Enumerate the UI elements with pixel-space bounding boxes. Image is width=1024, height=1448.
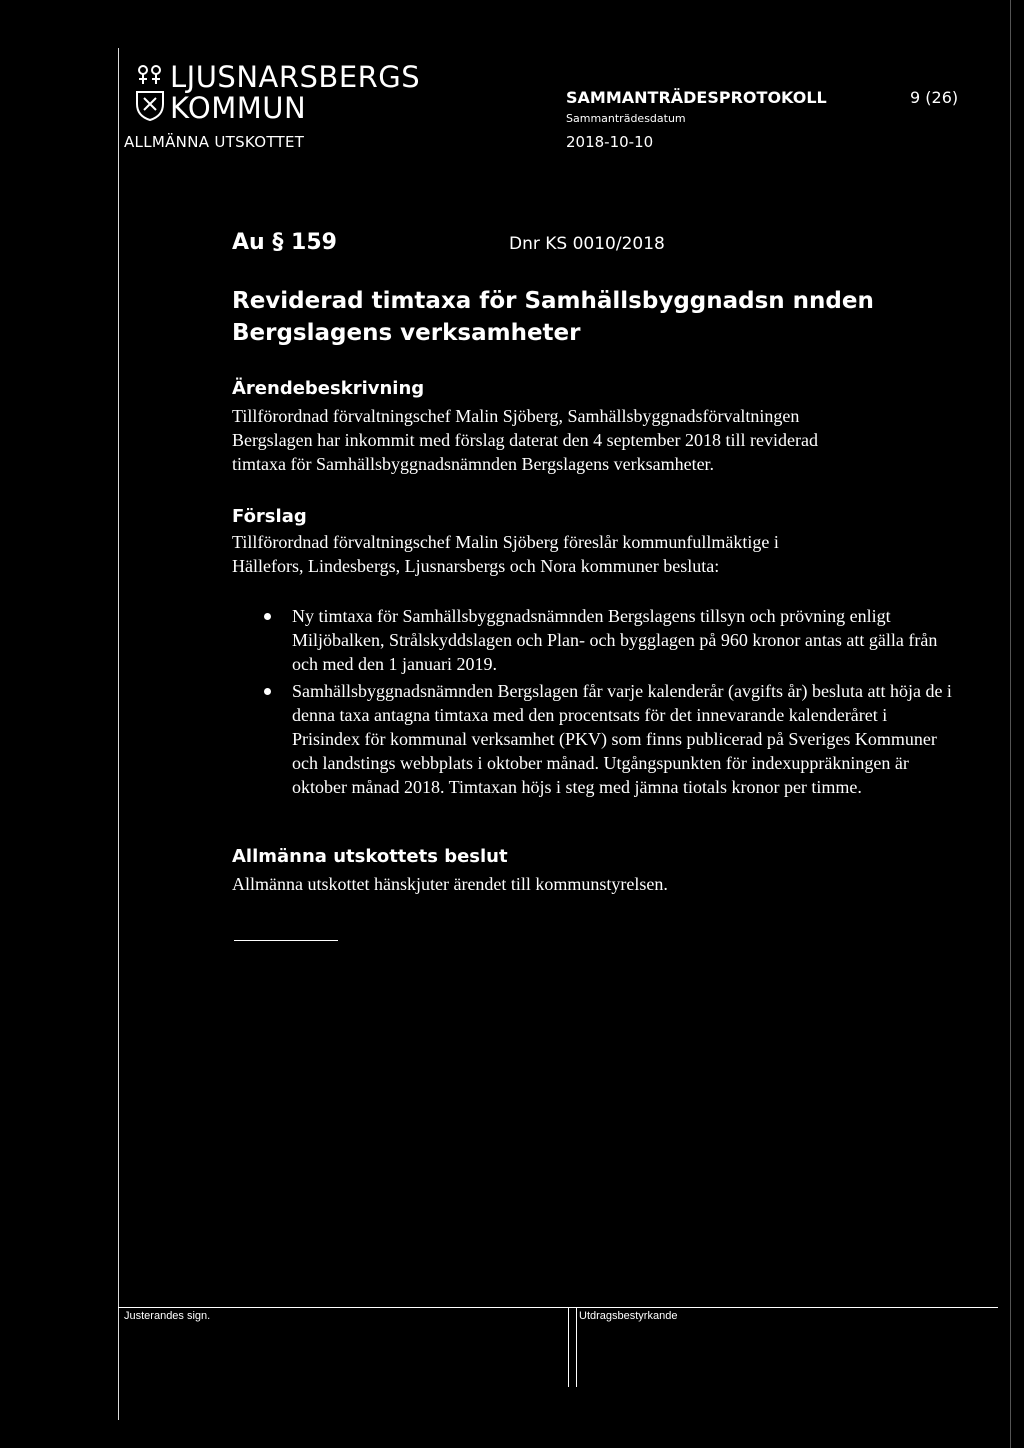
proposal-bullet-list xyxy=(264,604,954,802)
proposal-bullet xyxy=(264,604,954,676)
description-heading: Ärendebeskrivning xyxy=(232,378,425,399)
footer-rule xyxy=(118,1307,998,1308)
excerpt-certification-label: Utdragsbestyrkande xyxy=(579,1310,678,1322)
date-label: Sammanträdesdatum xyxy=(566,112,686,125)
footer-divider xyxy=(568,1307,569,1387)
decision-text: Allmänna utskottet hänskjuter ärendet till kommunstyrelsen. xyxy=(232,874,668,894)
org-name-line1: LJUSNARSBERGS xyxy=(170,60,421,94)
proposal-heading: Förslag xyxy=(232,506,307,527)
proposal-bullet-text: Ny timtaxa för Samhällsbyggnadsnämnden Bergslagens tillsyn och prövning enligt Miljöbalken, Strålskyddslagen och Plan- och bygglagen på 960 kronor antas att gälla från och med den 1 januari 2019. xyxy=(292,606,938,674)
page-number: 9 (26) xyxy=(910,88,959,107)
footer-divider xyxy=(576,1307,577,1387)
proposal-bullet-text: Samhällsbyggnadsnämnden Bergslagen får varje kalenderår (avgifts år) besluta att höja de i denna taxa antagna timtaxa med den procentsats för det innevarande kalenderåret i Prisindex för kommunal verksamhet (PKV) som finns publicerad på Sveriges Kommuner och landstings webbplats i oktober månad. Utgångspunkten för indexuppräkningen är oktober månad 2018. Timtaxan höjs i steg med jämna tiotals kronor per timme. xyxy=(292,681,952,797)
item-title-line2: Bergslagens verksamheter xyxy=(232,320,581,346)
end-separator xyxy=(234,940,338,941)
description-line-3: timtaxa för Samhällsbyggnadsnämnden Bergslagens verksamheter. xyxy=(232,454,715,474)
coat-of-arms-icon xyxy=(135,62,165,122)
proposal-line-1: Tillförordnad förvaltningschef Malin Sjöberg föreslår kommunfullmäktige i xyxy=(232,532,779,552)
protocol-title: SAMMANTRÄDESPROTOKOLL xyxy=(566,88,827,107)
proposal-bullet xyxy=(264,679,954,799)
right-edge-line xyxy=(1010,0,1011,1448)
description-line-2: Bergslagen har inkommit med förslag daterat den 4 september 2018 till reviderad xyxy=(232,430,818,450)
bullet-dot-icon xyxy=(264,688,271,695)
description-line-1: Tillförordnad förvaltningschef Malin Sjöberg, Samhällsbyggnadsförvaltningen xyxy=(232,406,800,426)
decision-heading: Allmänna utskottets beslut xyxy=(232,846,508,867)
bullet-dot-icon xyxy=(264,613,271,620)
left-margin-line xyxy=(118,48,119,1420)
org-name-line2: KOMMUN xyxy=(170,91,307,125)
committee-name: ALLMÄNNA UTSKOTTET xyxy=(124,133,305,151)
meeting-date: 2018-10-10 xyxy=(566,133,654,151)
proposal-line-2: Hällefors, Lindesbergs, Ljusnarsbergs och Nora kommuner besluta: xyxy=(232,556,720,576)
signature-label: Justerandes sign. xyxy=(124,1310,211,1322)
item-title-line1: Reviderad timtaxa för Samhällsbyggnadsn nnden xyxy=(232,288,874,314)
paragraph-number: Au § 159 xyxy=(232,230,337,255)
case-number: Dnr KS 0010/2018 xyxy=(509,234,665,254)
